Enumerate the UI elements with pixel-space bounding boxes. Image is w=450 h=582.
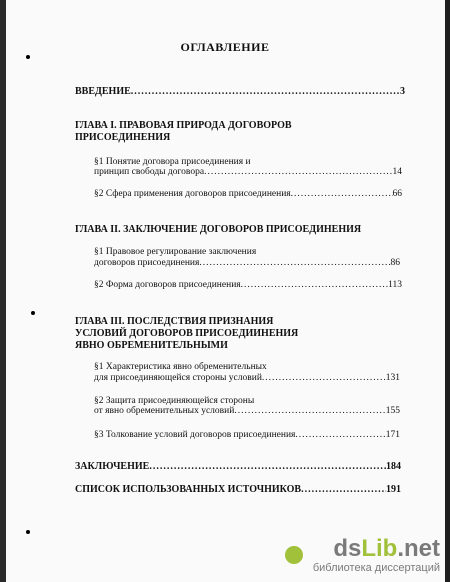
scan-speck (26, 530, 30, 534)
chapter-title-line: ГЛАВА II. ЗАКЛЮЧЕНИЕ ДОГОВОРОВ ПРИСОЕДИНЕНИЯ (75, 224, 362, 235)
toc-entry-3-3[interactable] (94, 430, 400, 440)
leader-dots (295, 430, 385, 440)
toc-entry-label: СПИСОК ИСПОЛЬЗОВАННЫХ ИСТОЧНИКОВ (75, 484, 302, 495)
leader-dots (262, 373, 386, 383)
toc-entry-1-2[interactable] (94, 189, 402, 199)
toc-entry-2-1[interactable] (94, 258, 400, 268)
toc-entry-label: от явно обременительных условий (94, 406, 235, 416)
toc-entry-3-1-line1: §1 Характеристика явно обременительных (94, 362, 267, 372)
toc-entry-page: 113 (388, 280, 402, 290)
leader-dots (301, 484, 386, 495)
toc-entry-page: 184 (386, 461, 401, 472)
chapter-1-heading[interactable] (75, 120, 292, 144)
brand-lib: Lib (361, 535, 398, 562)
toc-entry-label: для присоединяющейся стороны условий (94, 373, 262, 383)
toc-entry-3-2-line1: §2 Защита присоединяющейся стороны (94, 396, 255, 406)
chapter-title-line: ПРИСОЕДИНЕНИЯ (75, 132, 171, 143)
chapter-2-heading[interactable] (75, 224, 361, 236)
toc-entry-page: 191 (386, 484, 401, 495)
toc-entry-page: 131 (385, 373, 400, 383)
toc-entry-label: ВВЕДЕНИЕ (75, 86, 131, 97)
toc-entry-page: 86 (390, 258, 400, 268)
watermark[interactable] (313, 536, 440, 574)
scan-edge-left (0, 0, 6, 582)
scan-speck (31, 311, 35, 315)
chapter-3-heading[interactable] (75, 316, 298, 352)
watermark-subtitle: библиотека диссертаций (312, 562, 440, 574)
toc-entry-page: 66 (392, 189, 402, 199)
toc-entry-3-1[interactable] (94, 373, 400, 383)
watermark-brand (313, 536, 440, 562)
toc-entry-1-1-line1: §1 Понятие договора присоединения и (94, 157, 251, 167)
toc-entry-page: 14 (392, 167, 402, 177)
scan-speck (26, 55, 30, 59)
leader-dots (149, 461, 386, 472)
leader-dots (131, 86, 400, 97)
scan-edge-right (445, 0, 450, 582)
toc-entry-label: §2 Сфера применения договоров присоединения (94, 189, 291, 199)
toc-entry-label: §2 Форма договоров присоединения (94, 280, 241, 290)
chapter-title-line: УСЛОВИЙ ДОГОВОРОВ ПРИСОЕДИИНЕНИЯ (75, 328, 299, 339)
leader-dots (241, 280, 388, 290)
toc-entry-label: §3 Толкование условий договоров присоединения (94, 430, 296, 440)
brand-net: .net (397, 535, 440, 562)
toc-entry-label: принцип свободы договора (94, 167, 205, 177)
dslib-logo-icon (285, 546, 303, 564)
toc-entry-page: 3 (400, 86, 405, 97)
toc-entry-conclusion[interactable] (75, 461, 401, 472)
toc-entry-2-2[interactable] (94, 280, 402, 290)
brand-ds: ds (333, 535, 362, 562)
toc-entry-3-2[interactable] (94, 406, 400, 416)
toc-entry-label: договоров присоединения (94, 258, 200, 268)
toc-entry-page: 171 (385, 430, 400, 440)
toc-entry-label: ЗАКЛЮЧЕНИЕ (75, 461, 150, 472)
toc-entry-2-1-line1: §1 Правовое регулирование заключения (94, 247, 257, 257)
leader-dots (199, 258, 390, 268)
leader-dots (234, 406, 385, 416)
chapter-title-line: ЯВНО ОБРЕМЕНИТЕЛЬНЫМИ (75, 340, 228, 351)
toc-entry-page: 155 (385, 406, 400, 416)
toc-entry-sources[interactable] (75, 484, 401, 495)
toc-entry-1-1[interactable] (94, 167, 402, 177)
chapter-title-line: ГЛАВА I. ПРАВОВАЯ ПРИРОДА ДОГОВОРОВ (75, 120, 292, 131)
toc-entry-intro[interactable] (75, 86, 405, 97)
leader-dots (204, 167, 392, 177)
toc-title: ОГЛАВЛЕНИЕ (180, 40, 270, 54)
chapter-title-line: ГЛАВА III. ПОСЛЕДСТВИЯ ПРИЗНАНИЯ (75, 316, 274, 327)
leader-dots (291, 189, 393, 199)
